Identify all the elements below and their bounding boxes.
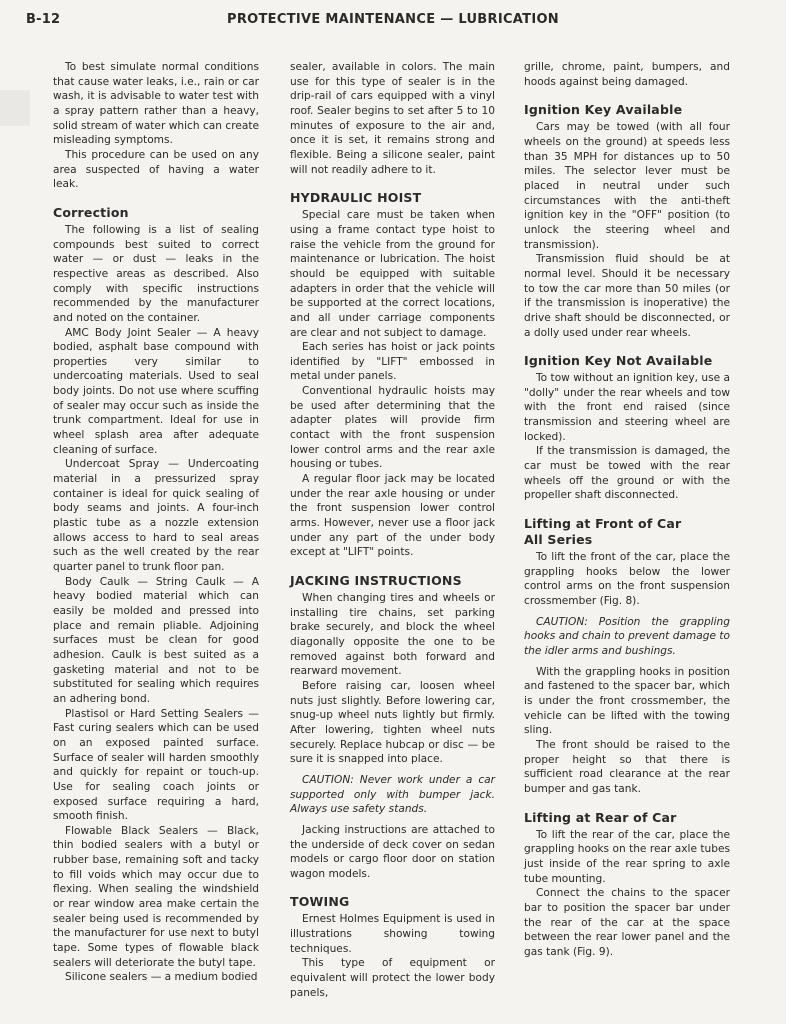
paragraph: This procedure can be used on any area suspected of having a water leak. — [53, 148, 259, 191]
paragraph: Special care must be taken when using a frame contact type hoist to raise the vehicle from the ground for maintenance or lubrication. The hoist should be equipped with suitable adapters in order that the vehicle will be supported at the correct locations, and all under carriage components are clear and not subject to damage. — [290, 209, 495, 339]
paragraph: If the transmission is damaged, the car must be towed with the rear wheels off the ground or with the propeller shaft disconnected. — [524, 445, 730, 502]
column-1 — [53, 60, 259, 985]
heading-line: Lifting at Front of Car — [524, 516, 682, 532]
paragraph: Before raising car, loosen wheel nuts just slightly. Before lowering car, snug-up wheel nuts lightly but firmly. After lowering, tighten wheel nuts securely. Replace hubcap or disc — be sure it is snapped into place. — [290, 679, 495, 766]
paragraph: With the grappling hooks in position and fastened to the spacer bar, which is under the front crossmember, the vehicle can be lifted with the towing sling. — [524, 665, 730, 737]
page-title: PROTECTIVE MAINTENANCE — LUBRICATION — [227, 12, 559, 27]
paragraph: To lift the rear of the car, place the grappling hooks on the rear axle tubes just inside of the rear spring to axle tube mounting. — [524, 828, 730, 885]
section-heading-towing: TOWING — [290, 894, 350, 910]
caution-note: CAUTION: Position the grappling hooks and chain to prevent damage to the idler arms and bushings. — [524, 615, 730, 657]
paragraph: Cars may be towed (with all four wheels on the ground) at speeds less than 35 MPH for distances up to 50 miles. The selector lever must be placed in neutral under such circumstances with the anti-theft ignition key in the "OFF" position (to unlock the steering wheel and transmission). — [524, 121, 730, 251]
paragraph: Plastisol or Hard Setting Sealers — Fast curing sealers which can be used on an exposed painted surface. Surface of sealer will harden smoothly and quickly for repaint or touch-up. Use for sealing coach joints or exposed surface requiring a hard, smooth finish. — [53, 707, 259, 823]
column-3 — [524, 60, 730, 959]
paragraph: Undercoat Spray — Undercoating material in a pressurized spray container is ideal for quick sealing of body seams and joints. A four-inch plastic tube as a nozzle extension allows access to hard to seal areas such as the well created by the rear quarter panel to trunk floor pan. — [53, 458, 259, 573]
paragraph: To tow without an ignition key, use a "dolly" under the rear wheels and tow with the front end raised (since transmission and steering wheel are locked). — [524, 372, 730, 443]
paragraph: Transmission fluid should be at normal level. Should it be necessary to tow the car more than 50 miles (or if the transmission is inoperative) the drive shaft should be disconnected, or a dolly used under rear wheels. — [524, 253, 730, 339]
paragraph: This type of equipment or equivalent will protect the lower body panels, — [290, 957, 495, 999]
page-header — [0, 12, 786, 32]
paragraph: Silicone sealers — a medium bodied — [65, 971, 258, 984]
paragraph: To best simulate normal conditions that cause water leaks, i.e., rain or car wash, it is advisable to water test with a spray pattern rather than a heavy, solid stream of water which can create misleading symptoms. — [53, 61, 259, 147]
paragraph: Body Caulk — String Caulk — A heavy bodied material which can easily be molded and pressed into place and remain pliable. Adjoining surfaces must be clean for good adhesion. Caulk is best suited as a gasketing material and not to be substituted for sealing which requires an adhering bond. — [53, 575, 259, 705]
paragraph: When changing tires and wheels or installing tire chains, set parking brake securely, and block the wheel diagonally opposite the one to be removed against both forward and rearward movement. — [290, 592, 495, 678]
heading-line: All Series — [524, 532, 593, 548]
paragraph: Each series has hoist or jack points identified by "LIFT" embossed in metal under panels. — [290, 341, 495, 383]
paragraph: The front should be raised to the proper height so that there is sufficient road clearance at the rear bumper and gas tank. — [524, 738, 730, 795]
paragraph: AMC Body Joint Sealer — A heavy bodied, asphalt base compound with properties very similar to undercoating materials. Used to seal body joints. Do not use where scuffing of sealer may occur such as inside the trunk compartment. Ideal for use in wheel splash area after adequate cleaning of surface. — [53, 326, 259, 456]
column-2 — [290, 60, 495, 1000]
caution-note: CAUTION: Never work under a car supported only with bumper jack. Always use safety stands. — [290, 773, 495, 816]
paragraph: Jacking instructions are attached to the underside of deck cover on sedan models or cargo floor door on station wagon models. — [290, 823, 495, 880]
paragraph: The following is a list of sealing compounds best suited to correct water — or dust — leaks in the respective areas as described. Also comply with specific instructions recommended by the manufacturer and noted on the container. — [53, 223, 259, 324]
paragraph: sealer, available in colors. The main use for this type of sealer is in the drip-rail of cars equipped with a vinyl roof. Sealer begins to set after 5 to 10 minutes of exposure to the air and, once it is set, it remains strong and flexible. Being a silicone sealer, paint will not readily adhere to it. — [290, 61, 495, 176]
paragraph: grille, chrome, paint, bumpers, and hoods against being damaged. — [524, 61, 730, 88]
paragraph: Connect the chains to the spacer bar to position the spacer bar under the rear of the car at the space between the rear lower panel and the gas tank (Fig. 9). — [524, 887, 730, 958]
paragraph: Flowable Black Sealers — Black, thin bodied sealers with a butyl or rubber base, remaining soft and tacky to fill voids which may occur due to flexing. When sealing the windshield or rear window area make certain the sealer being used is recommended by the manufacturer for use next to butyl tape. Some types of flowable black sealers will deteriorate the butyl tape. — [53, 824, 259, 969]
section-heading-correction: Correction — [53, 204, 129, 220]
paragraph: Ernest Holmes Equipment is used in illustrations showing towing techniques. — [290, 913, 495, 955]
section-heading-ignition-key-available: Ignition Key Available — [524, 102, 683, 118]
section-heading-lifting-front — [524, 516, 730, 548]
paragraph: A regular floor jack may be located under the rear axle housing or under the front suspension lower control arms. However, never use a floor jack under any part of the under body except at "LIFT" points. — [290, 473, 495, 559]
page-edge-shadow — [0, 90, 30, 126]
section-heading-jacking: JACKING INSTRUCTIONS — [290, 573, 462, 588]
paragraph: To lift the front of the car, place the grappling hooks below the lower control arms on the front suspension crossmember (Fig. 8). — [524, 551, 730, 608]
paragraph: Conventional hydraulic hoists may be used after determining that the adapter plates will provide firm contact with the front suspension lower control arms and the rear axle housing or tubes. — [290, 385, 495, 471]
section-heading-hydraulic-hoist: HYDRAULIC HOIST — [290, 190, 422, 206]
section-heading-lifting-rear: Lifting at Rear of Car — [524, 809, 677, 825]
section-heading-ignition-key-not-available: Ignition Key Not Available — [524, 353, 713, 369]
page-number: B-12 — [26, 12, 61, 27]
